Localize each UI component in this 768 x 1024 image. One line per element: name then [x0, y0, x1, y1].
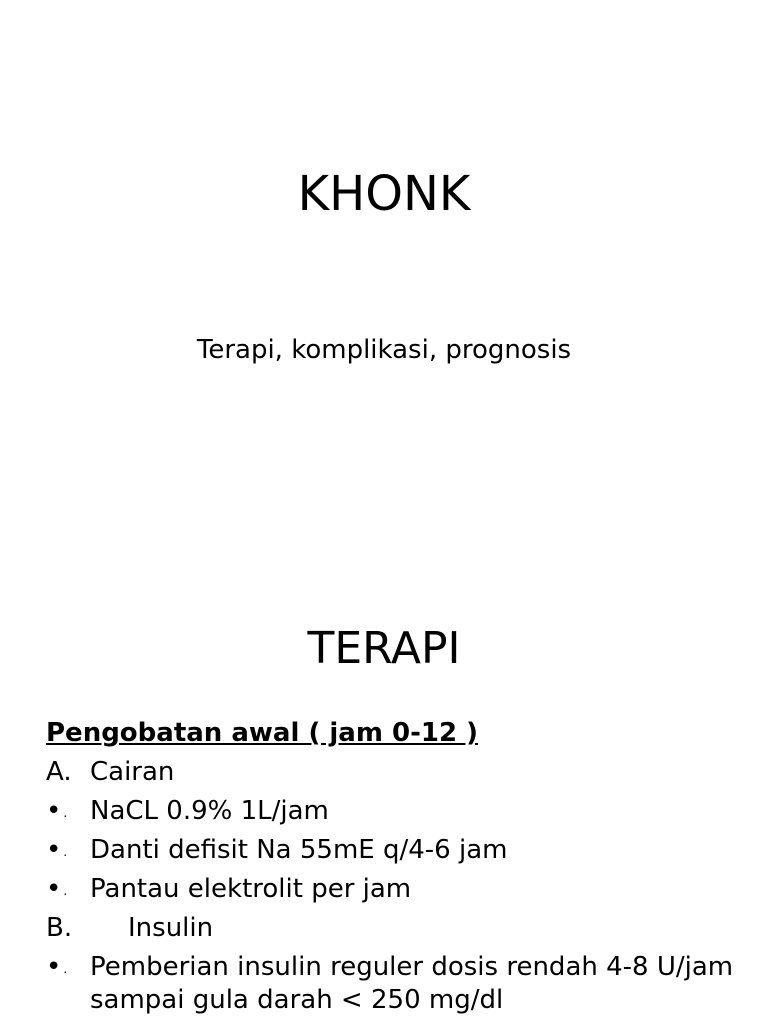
list-item: [46, 753, 746, 792]
list-marker: A.: [46, 757, 72, 787]
bullet-icon: • .: [46, 796, 68, 826]
slide-content: [46, 714, 746, 1017]
list-item: [46, 948, 746, 1017]
list-item-text: Pantau elektrolit per jam: [90, 874, 412, 904]
list-item: [46, 909, 746, 948]
section-heading: Pengobatan awal ( jam 0-12 ): [46, 718, 478, 748]
slide-title-text: KHONK: [297, 166, 471, 222]
list-marker: B.: [46, 913, 73, 943]
list-item-text: Insulin: [128, 913, 214, 943]
list-item-text: Pemberian insulin reguler dosis rendah 4-8 U/jam sampai gula darah < 250 mg/dl: [90, 952, 734, 1015]
list-item-text: Danti defisit Na 55mE q/4-6 jam: [90, 835, 508, 865]
bullet-icon: • .: [46, 835, 68, 865]
list-item-text: NaCL 0.9% 1L/jam: [90, 796, 329, 826]
list-item-text: Cairan: [90, 757, 175, 787]
bullet-icon: • .: [46, 874, 68, 904]
list-item: [46, 870, 746, 909]
slide-terapi: [0, 576, 768, 1024]
slide-heading: TERAPI: [307, 623, 461, 674]
bullet-icon: • .: [46, 952, 68, 982]
list-item: [46, 831, 746, 870]
slide-subtitle: Terapi, komplikasi, prognosis: [196, 335, 572, 365]
list-item: [46, 792, 746, 831]
